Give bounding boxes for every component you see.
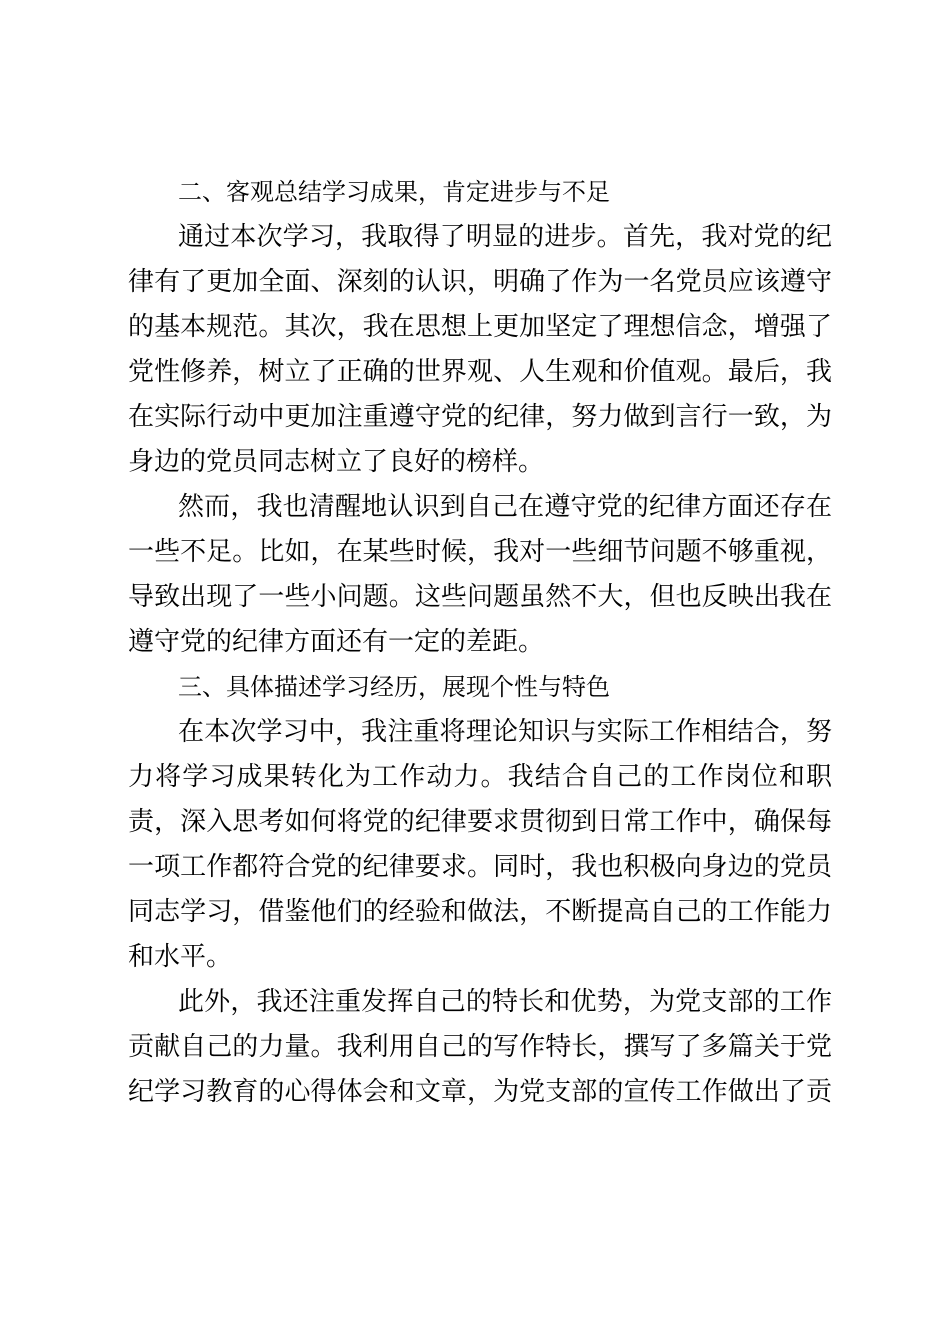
paragraph-line: 的基本规范。其次，我在思想上更加坚定了理想信念，增强了 [128,312,832,342]
paragraph-line: 一些不足。比如，在某些时候，我对一些细节问题不够重视， [128,537,832,567]
section-heading: 三、具体描述学习经历，展现个性与特色 [178,673,610,701]
paragraph-line: 然而，我也清醒地认识到自己在遵守党的纪律方面还存在 [178,492,832,522]
document-page [128,170,832,1115]
paragraph-line: 导致出现了一些小问题。这些问题虽然不大，但也反映出我在 [128,582,832,612]
paragraph [128,485,832,665]
paragraph-line: 在实际行动中更加注重遵守党的纪律，努力做到言行一致，为 [128,402,832,432]
paragraph [128,215,832,485]
paragraph-line: 同志学习，借鉴他们的经验和做法，不断提高自己的工作能力 [128,897,832,927]
paragraph-line: 律有了更加全面、深刻的认识，明确了作为一名党员应该遵守 [128,267,832,297]
paragraph-line: 和水平。 [128,942,233,972]
paragraph [128,710,832,980]
paragraph-line: 此外，我还注重发挥自己的特长和优势，为党支部的工作 [178,987,832,1017]
paragraph-line: 责，深入思考如何将党的纪律要求贯彻到日常工作中，确保每 [128,807,832,837]
paragraph [128,980,832,1115]
paragraph-line: 在本次学习中，我注重将理论知识与实际工作相结合，努 [178,717,832,747]
paragraph-line: 贡献自己的力量。我利用自己的写作特长，撰写了多篇关于党 [128,1032,832,1062]
paragraph-line: 一项工作都符合党的纪律要求。同时，我也积极向身边的党员 [128,852,832,882]
paragraph-line: 遵守党的纪律方面还有一定的差距。 [128,627,545,657]
section-heading: 二、客观总结学习成果，肯定进步与不足 [178,178,610,206]
paragraph-line: 纪学习教育的心得体会和文章，为党支部的宣传工作做出了贡 [128,1077,832,1107]
paragraph-line: 通过本次学习，我取得了明显的进步。首先，我对党的纪 [178,222,832,252]
paragraph-line: 身边的党员同志树立了良好的榜样。 [128,447,545,477]
paragraph-line: 党性修养，树立了正确的世界观、人生观和价值观。最后，我 [128,357,832,387]
paragraph-line: 力将学习成果转化为工作动力。我结合自己的工作岗位和职 [128,762,832,792]
